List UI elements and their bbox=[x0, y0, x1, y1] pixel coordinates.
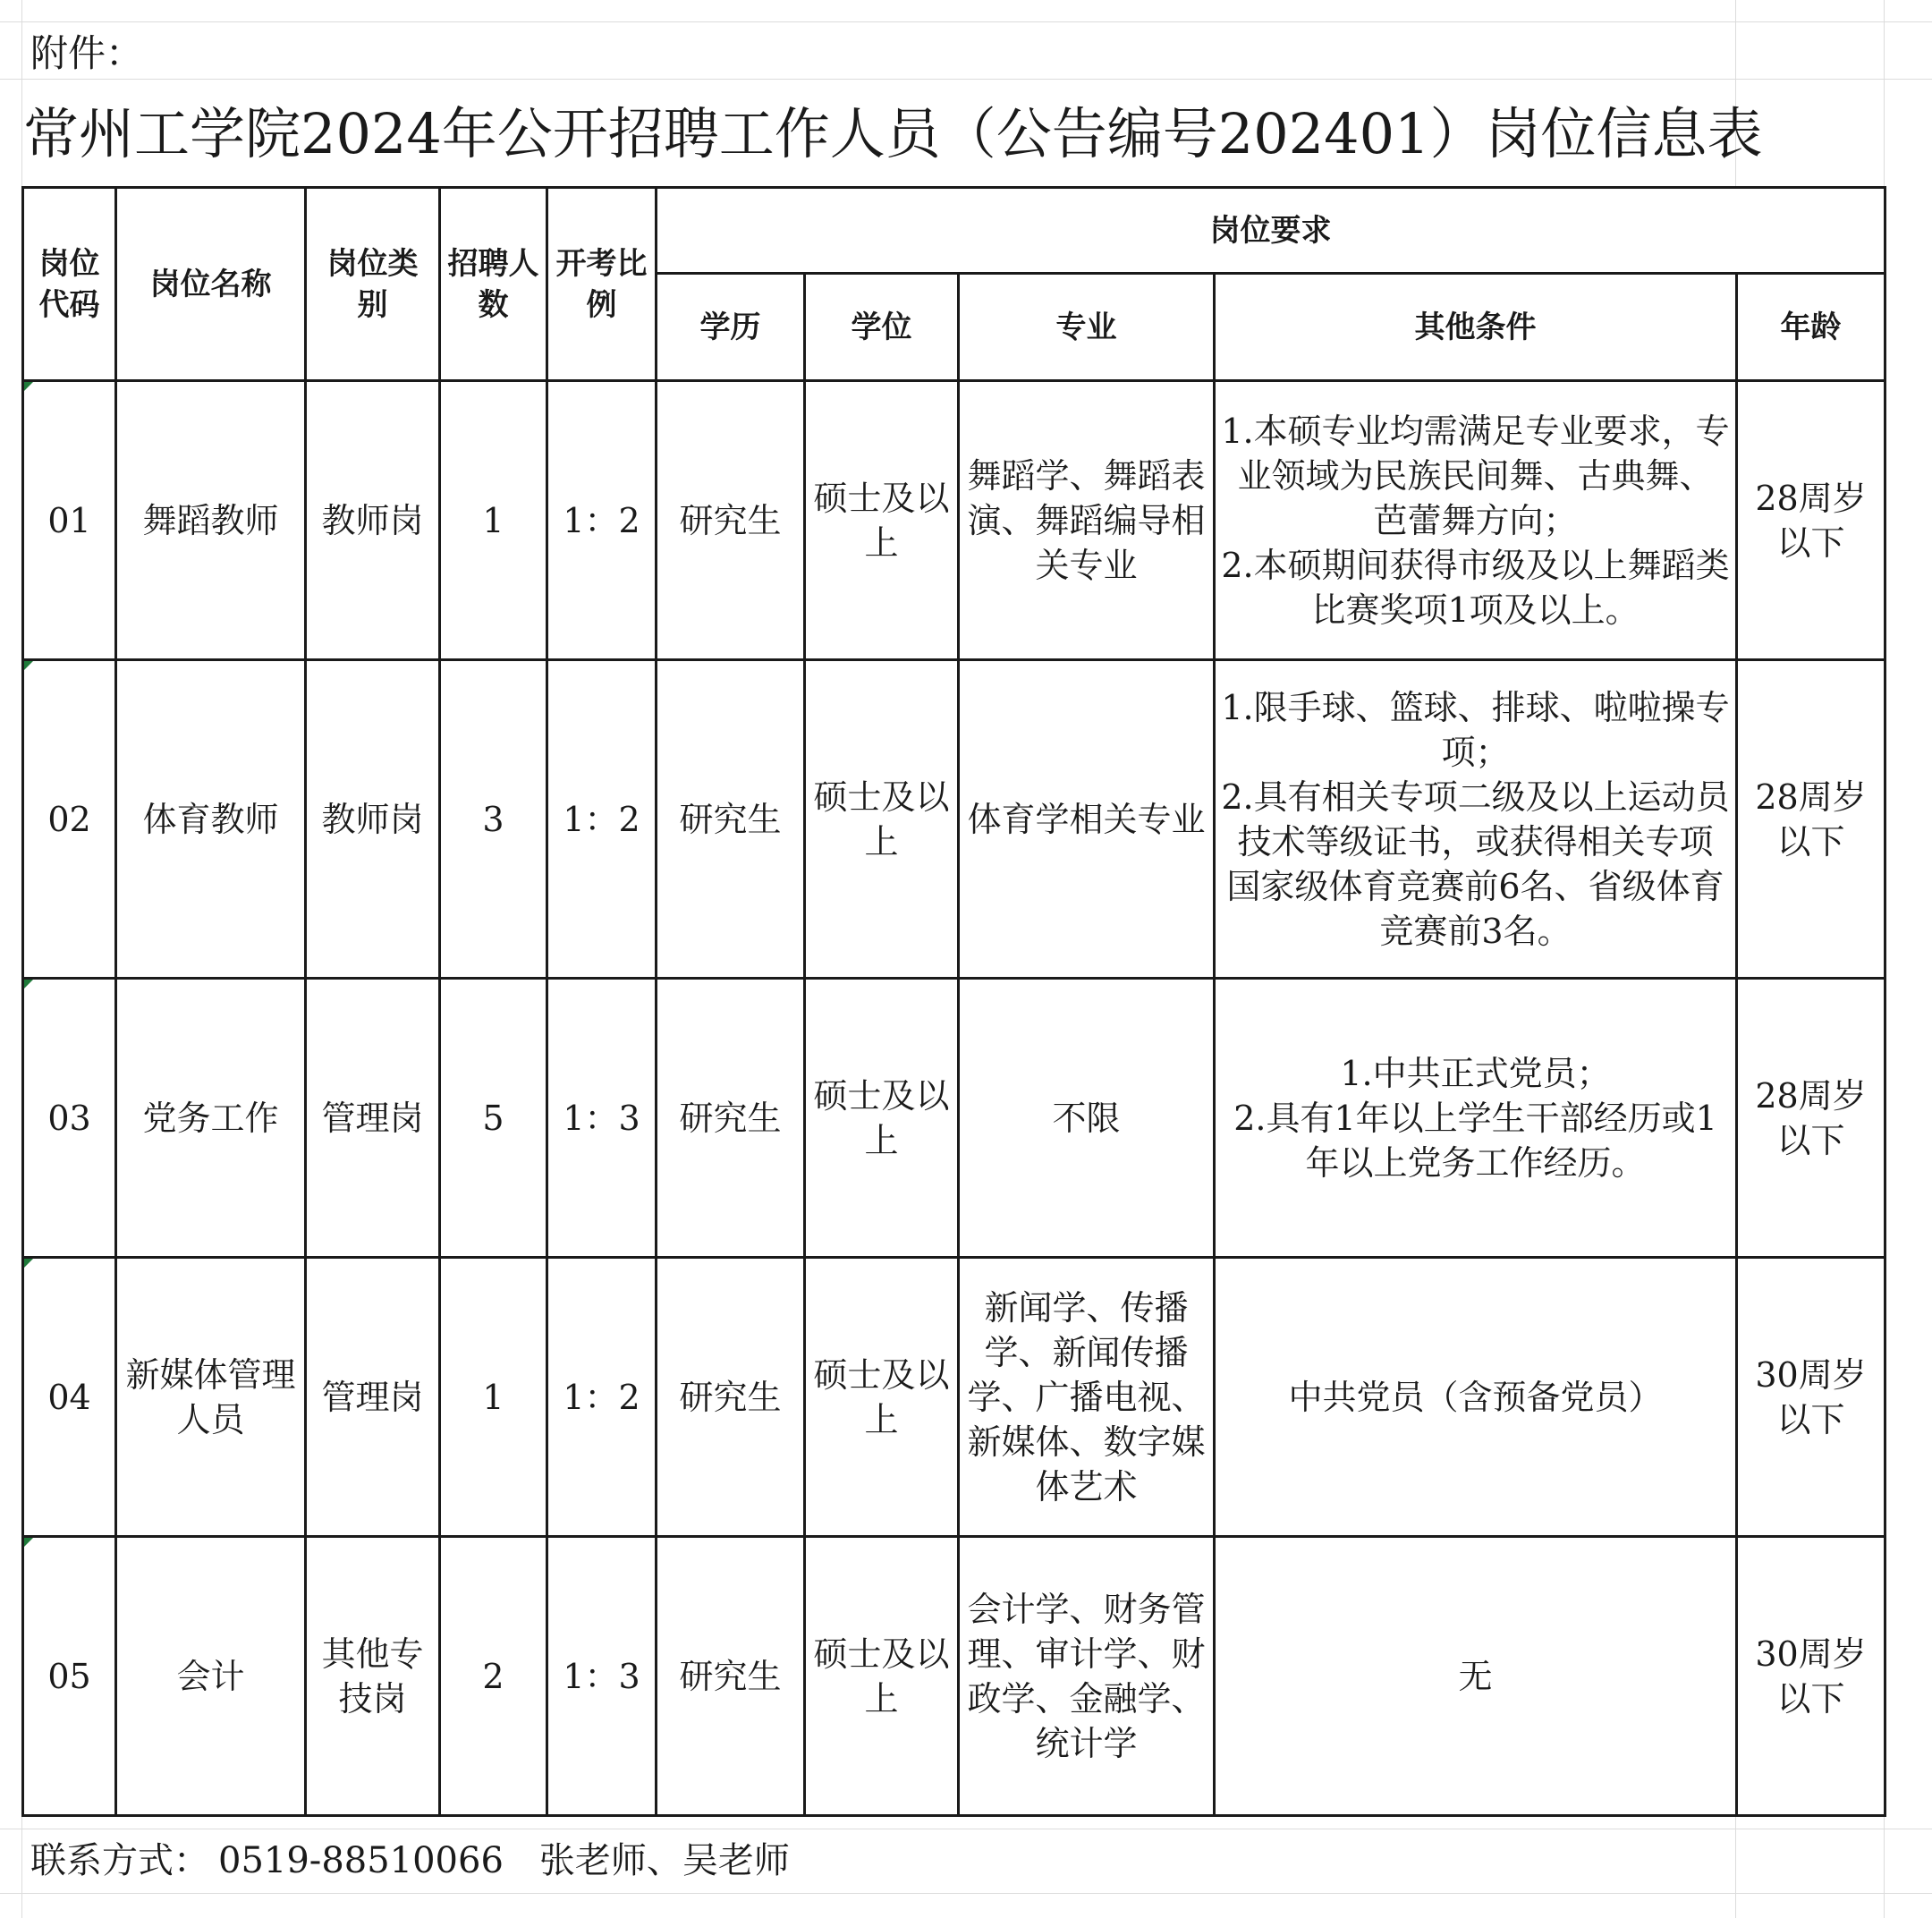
cell-education: 研究生 bbox=[657, 1537, 805, 1816]
header-count bbox=[440, 188, 547, 381]
cell-other: 1.本硕专业均需满足专业要求，专业领域为民族民间舞、古典舞、芭蕾舞方向； 2.本硕期间获得市级及以上舞蹈类比赛奖项1项及以上。 bbox=[1215, 381, 1737, 660]
header-category-label: 岗位类别 bbox=[326, 245, 419, 323]
cell-code: 04 bbox=[23, 1258, 116, 1537]
cell-category: 管理岗 bbox=[306, 979, 440, 1258]
cell-age: 28周岁以下 bbox=[1737, 381, 1885, 660]
cell-ratio: 1：3 bbox=[547, 979, 657, 1258]
cell-ratio: 1：2 bbox=[547, 660, 657, 979]
cell-degree: 硕士及以上 bbox=[805, 979, 959, 1258]
cell-major: 舞蹈学、舞蹈表演、舞蹈编导相关专业 bbox=[959, 381, 1215, 660]
header-ratio-label: 开考比例 bbox=[555, 245, 648, 323]
header-name bbox=[116, 188, 306, 381]
table-row bbox=[23, 979, 1885, 1258]
cell-major: 不限 bbox=[959, 979, 1215, 1258]
header-age bbox=[1737, 274, 1885, 381]
header-degree bbox=[805, 274, 959, 381]
cell-degree: 硕士及以上 bbox=[805, 381, 959, 660]
header-requirements bbox=[657, 188, 1885, 274]
cell-age: 30周岁以下 bbox=[1737, 1258, 1885, 1537]
grid-line bbox=[0, 21, 1932, 22]
cell-name: 会计 bbox=[116, 1537, 306, 1816]
cell-education: 研究生 bbox=[657, 979, 805, 1258]
cell-education: 研究生 bbox=[657, 1258, 805, 1537]
cell-ratio: 1：2 bbox=[547, 381, 657, 660]
cell-name: 体育教师 bbox=[116, 660, 306, 979]
contact-persons: 张老师、吴老师 bbox=[538, 1840, 790, 1881]
table-row bbox=[23, 381, 1885, 660]
table-row bbox=[23, 660, 1885, 979]
cell-ratio: 1：2 bbox=[547, 1258, 657, 1537]
cell-degree: 硕士及以上 bbox=[805, 1537, 959, 1816]
cell-age: 28周岁以下 bbox=[1737, 660, 1885, 979]
grid-line bbox=[0, 79, 1932, 80]
cell-category: 教师岗 bbox=[306, 381, 440, 660]
cell-degree: 硕士及以上 bbox=[805, 1258, 959, 1537]
position-info-table bbox=[21, 186, 1886, 1817]
cell-count: 2 bbox=[440, 1537, 547, 1816]
contact-info bbox=[30, 1836, 790, 1886]
header-code-label: 岗位代码 bbox=[38, 245, 100, 323]
header-education-label: 学历 bbox=[699, 309, 761, 345]
header-major-label: 专业 bbox=[1055, 309, 1117, 345]
cell-education: 研究生 bbox=[657, 660, 805, 979]
cell-degree: 硕士及以上 bbox=[805, 660, 959, 979]
cell-code: 05 bbox=[23, 1537, 116, 1816]
cell-major: 体育学相关专业 bbox=[959, 660, 1215, 979]
header-degree-label: 学位 bbox=[851, 309, 912, 345]
cell-major: 新闻学、传播学、新闻传播学、广播电视、新媒体、数字媒体艺术 bbox=[959, 1258, 1215, 1537]
cell-code: 02 bbox=[23, 660, 116, 979]
cell-count: 1 bbox=[440, 1258, 547, 1537]
cell-other: 无 bbox=[1215, 1537, 1737, 1816]
header-count-label: 招聘人数 bbox=[447, 245, 539, 323]
cell-education: 研究生 bbox=[657, 381, 805, 660]
cell-category: 其他专技岗 bbox=[306, 1537, 440, 1816]
cell-major: 会计学、财务管理、审计学、财政学、金融学、统计学 bbox=[959, 1537, 1215, 1816]
cell-name: 党务工作 bbox=[116, 979, 306, 1258]
page-title: 常州工学院2024年公开招聘工作人员（公告编号202401）岗位信息表 bbox=[23, 101, 1763, 166]
cell-ratio: 1：3 bbox=[547, 1537, 657, 1816]
header-other bbox=[1215, 274, 1737, 381]
cell-name: 新媒体管理人员 bbox=[116, 1258, 306, 1537]
header-major bbox=[959, 274, 1215, 381]
header-requirements-label: 岗位要求 bbox=[1209, 212, 1332, 249]
cell-category: 管理岗 bbox=[306, 1258, 440, 1537]
cell-other: 中共党员（含预备党员） bbox=[1215, 1258, 1737, 1537]
header-other-label: 其他条件 bbox=[1414, 309, 1537, 345]
header-age-label: 年龄 bbox=[1780, 309, 1842, 345]
header-category bbox=[306, 188, 440, 381]
header-name-label: 岗位名称 bbox=[149, 266, 272, 302]
cell-other: 1.限手球、篮球、排球、啦啦操专项； 2.具有相关专项二级及以上运动员技术等级证书，或获得相关专项国家级体育竞赛前6名、省级体育竞赛前3名。 bbox=[1215, 660, 1737, 979]
cell-count: 5 bbox=[440, 979, 547, 1258]
cell-category: 教师岗 bbox=[306, 660, 440, 979]
cell-age: 30周岁以下 bbox=[1737, 1537, 1885, 1816]
cell-count: 3 bbox=[440, 660, 547, 979]
table-row bbox=[23, 1537, 1885, 1816]
table-row bbox=[23, 1258, 1885, 1537]
header-code bbox=[23, 188, 116, 381]
cell-code: 01 bbox=[23, 381, 116, 660]
cell-age: 28周岁以下 bbox=[1737, 979, 1885, 1258]
cell-count: 1 bbox=[440, 381, 547, 660]
contact-phone: 0519-88510066 bbox=[218, 1840, 504, 1881]
cell-other: 1.中共正式党员； 2.具有1年以上学生干部经历或1年以上党务工作经历。 bbox=[1215, 979, 1737, 1258]
cell-name: 舞蹈教师 bbox=[116, 381, 306, 660]
header-row bbox=[23, 188, 1885, 274]
header-education bbox=[657, 274, 805, 381]
attachment-label: 附件： bbox=[30, 31, 144, 75]
header-ratio bbox=[547, 188, 657, 381]
grid-line bbox=[0, 1893, 1932, 1894]
cell-code: 03 bbox=[23, 979, 116, 1258]
contact-label: 联系方式： bbox=[30, 1840, 209, 1881]
